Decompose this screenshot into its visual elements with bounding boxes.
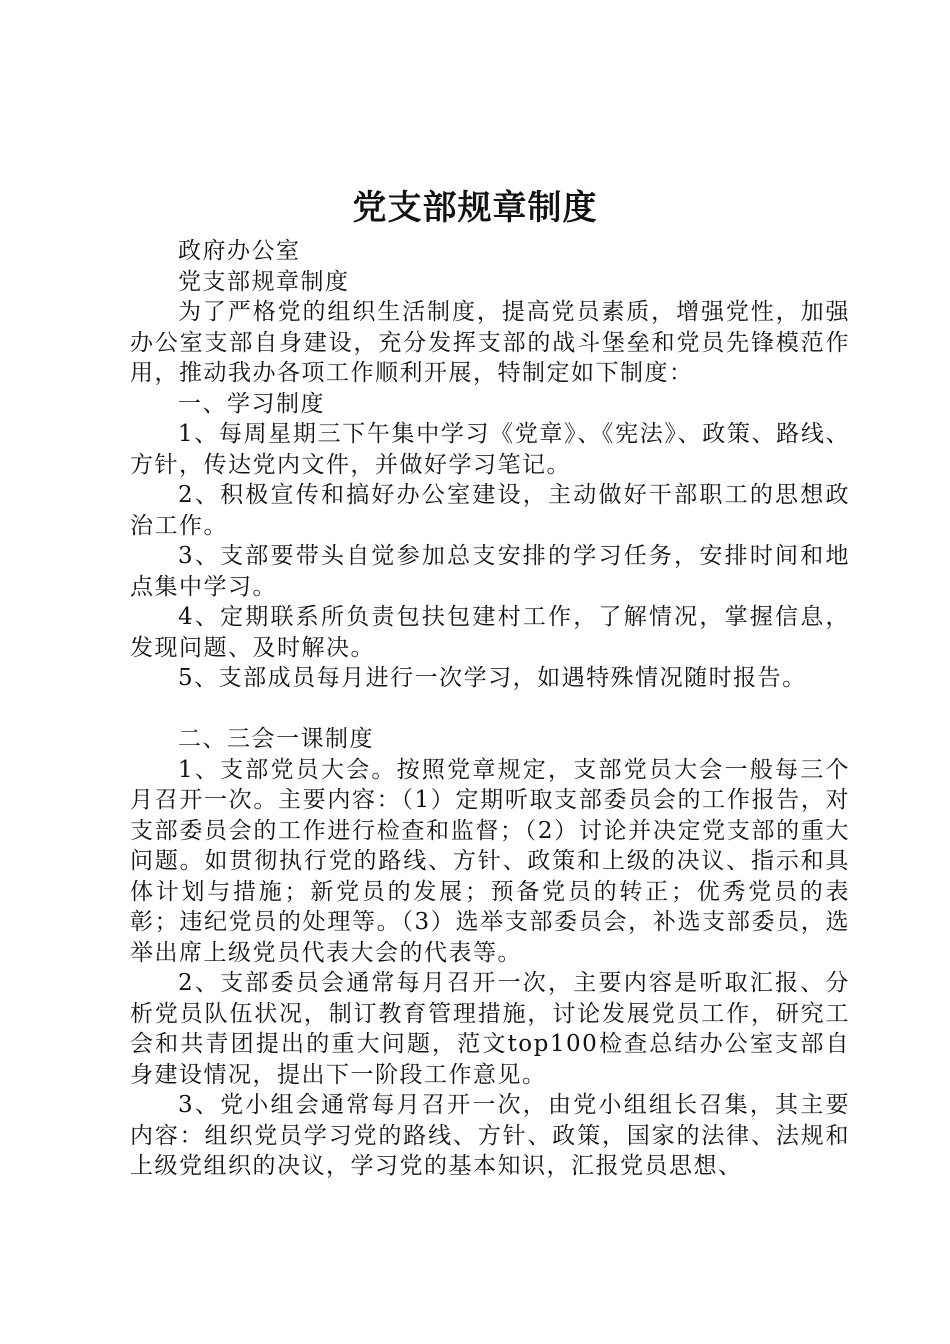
paragraph-study-5: 5、支部成员每月进行一次学习，如遇特殊情况随时报告。: [178, 665, 807, 691]
paragraph-meetings-1: 1、支部党员大会。按照党章规定，支部党员大会一般每三个月召开一次。主要内容：（1）定期听取支部委员会的工作报告，对支部委员会的工作进行检查和监督；（2）讨论并决定党支部的重大问题。如贯彻执行党的路线、方针、政策和上级的决议、指示和具体计划与措施；新党员的发展；预备党员的转正；优秀党员的表彰；违纪党员的处理等。（3）选举支部委员会，补选支部委员，选举出席上级党员代表大会的代表等。: [130, 756, 850, 966]
paragraph-study-2: 2、积极宣传和搞好办公室建设，主动做好干部职工的思想政治工作。: [130, 482, 850, 539]
paragraph-office: 政府办公室: [178, 238, 301, 264]
paragraph-meetings-3: 3、党小组会通常每月召开一次，由党小组组长召集，其主要内容：组织党员学习党的路线、方针、政策，国家的法律、法规和上级党组织的决议，学习党的基本知识，汇报党员思想、: [130, 1092, 850, 1179]
paragraph-study-3: 3、支部要带头自觉参加总支安排的学习任务，安排时间和地点集中学习。: [130, 543, 850, 600]
section-heading-meetings: 二、三会一课制度: [178, 726, 374, 752]
paragraph-study-4: 4、定期联系所负责包扶包建村工作，了解情况，掌握信息，发现问题、及时解决。: [130, 604, 850, 661]
section-heading-study: 一、学习制度: [178, 390, 325, 417]
paragraph-meetings-2: 2、支部委员会通常每月召开一次，主要内容是听取汇报、分析党员队伍状况，制订教育管理措施，讨论发展党员工作，研究工会和共青团提出的重大问题，范文top100检查总结办公室支部自身建设情况，提出下一阶段工作意见。: [130, 970, 850, 1088]
paragraph-study-1: 1、每周星期三下午集中学习《党章》、《宪法》、政策、路线、方针，传达党内文件，并做好学习笔记。: [130, 421, 850, 478]
blank-line: [130, 694, 850, 725]
document-body: [130, 236, 850, 1182]
document-title: 党支部规章制度: [352, 188, 598, 228]
paragraph-subtitle: 党支部规章制度: [178, 268, 350, 295]
paragraph-intro: 为了严格党的组织生活制度，提高党员素质，增强党性，加强办公室支部自身建设，充分发挥支部的战斗堡垒和党员先锋模范作用，推动我办各项工作顺利开展，特制定如下制度：: [130, 299, 850, 386]
